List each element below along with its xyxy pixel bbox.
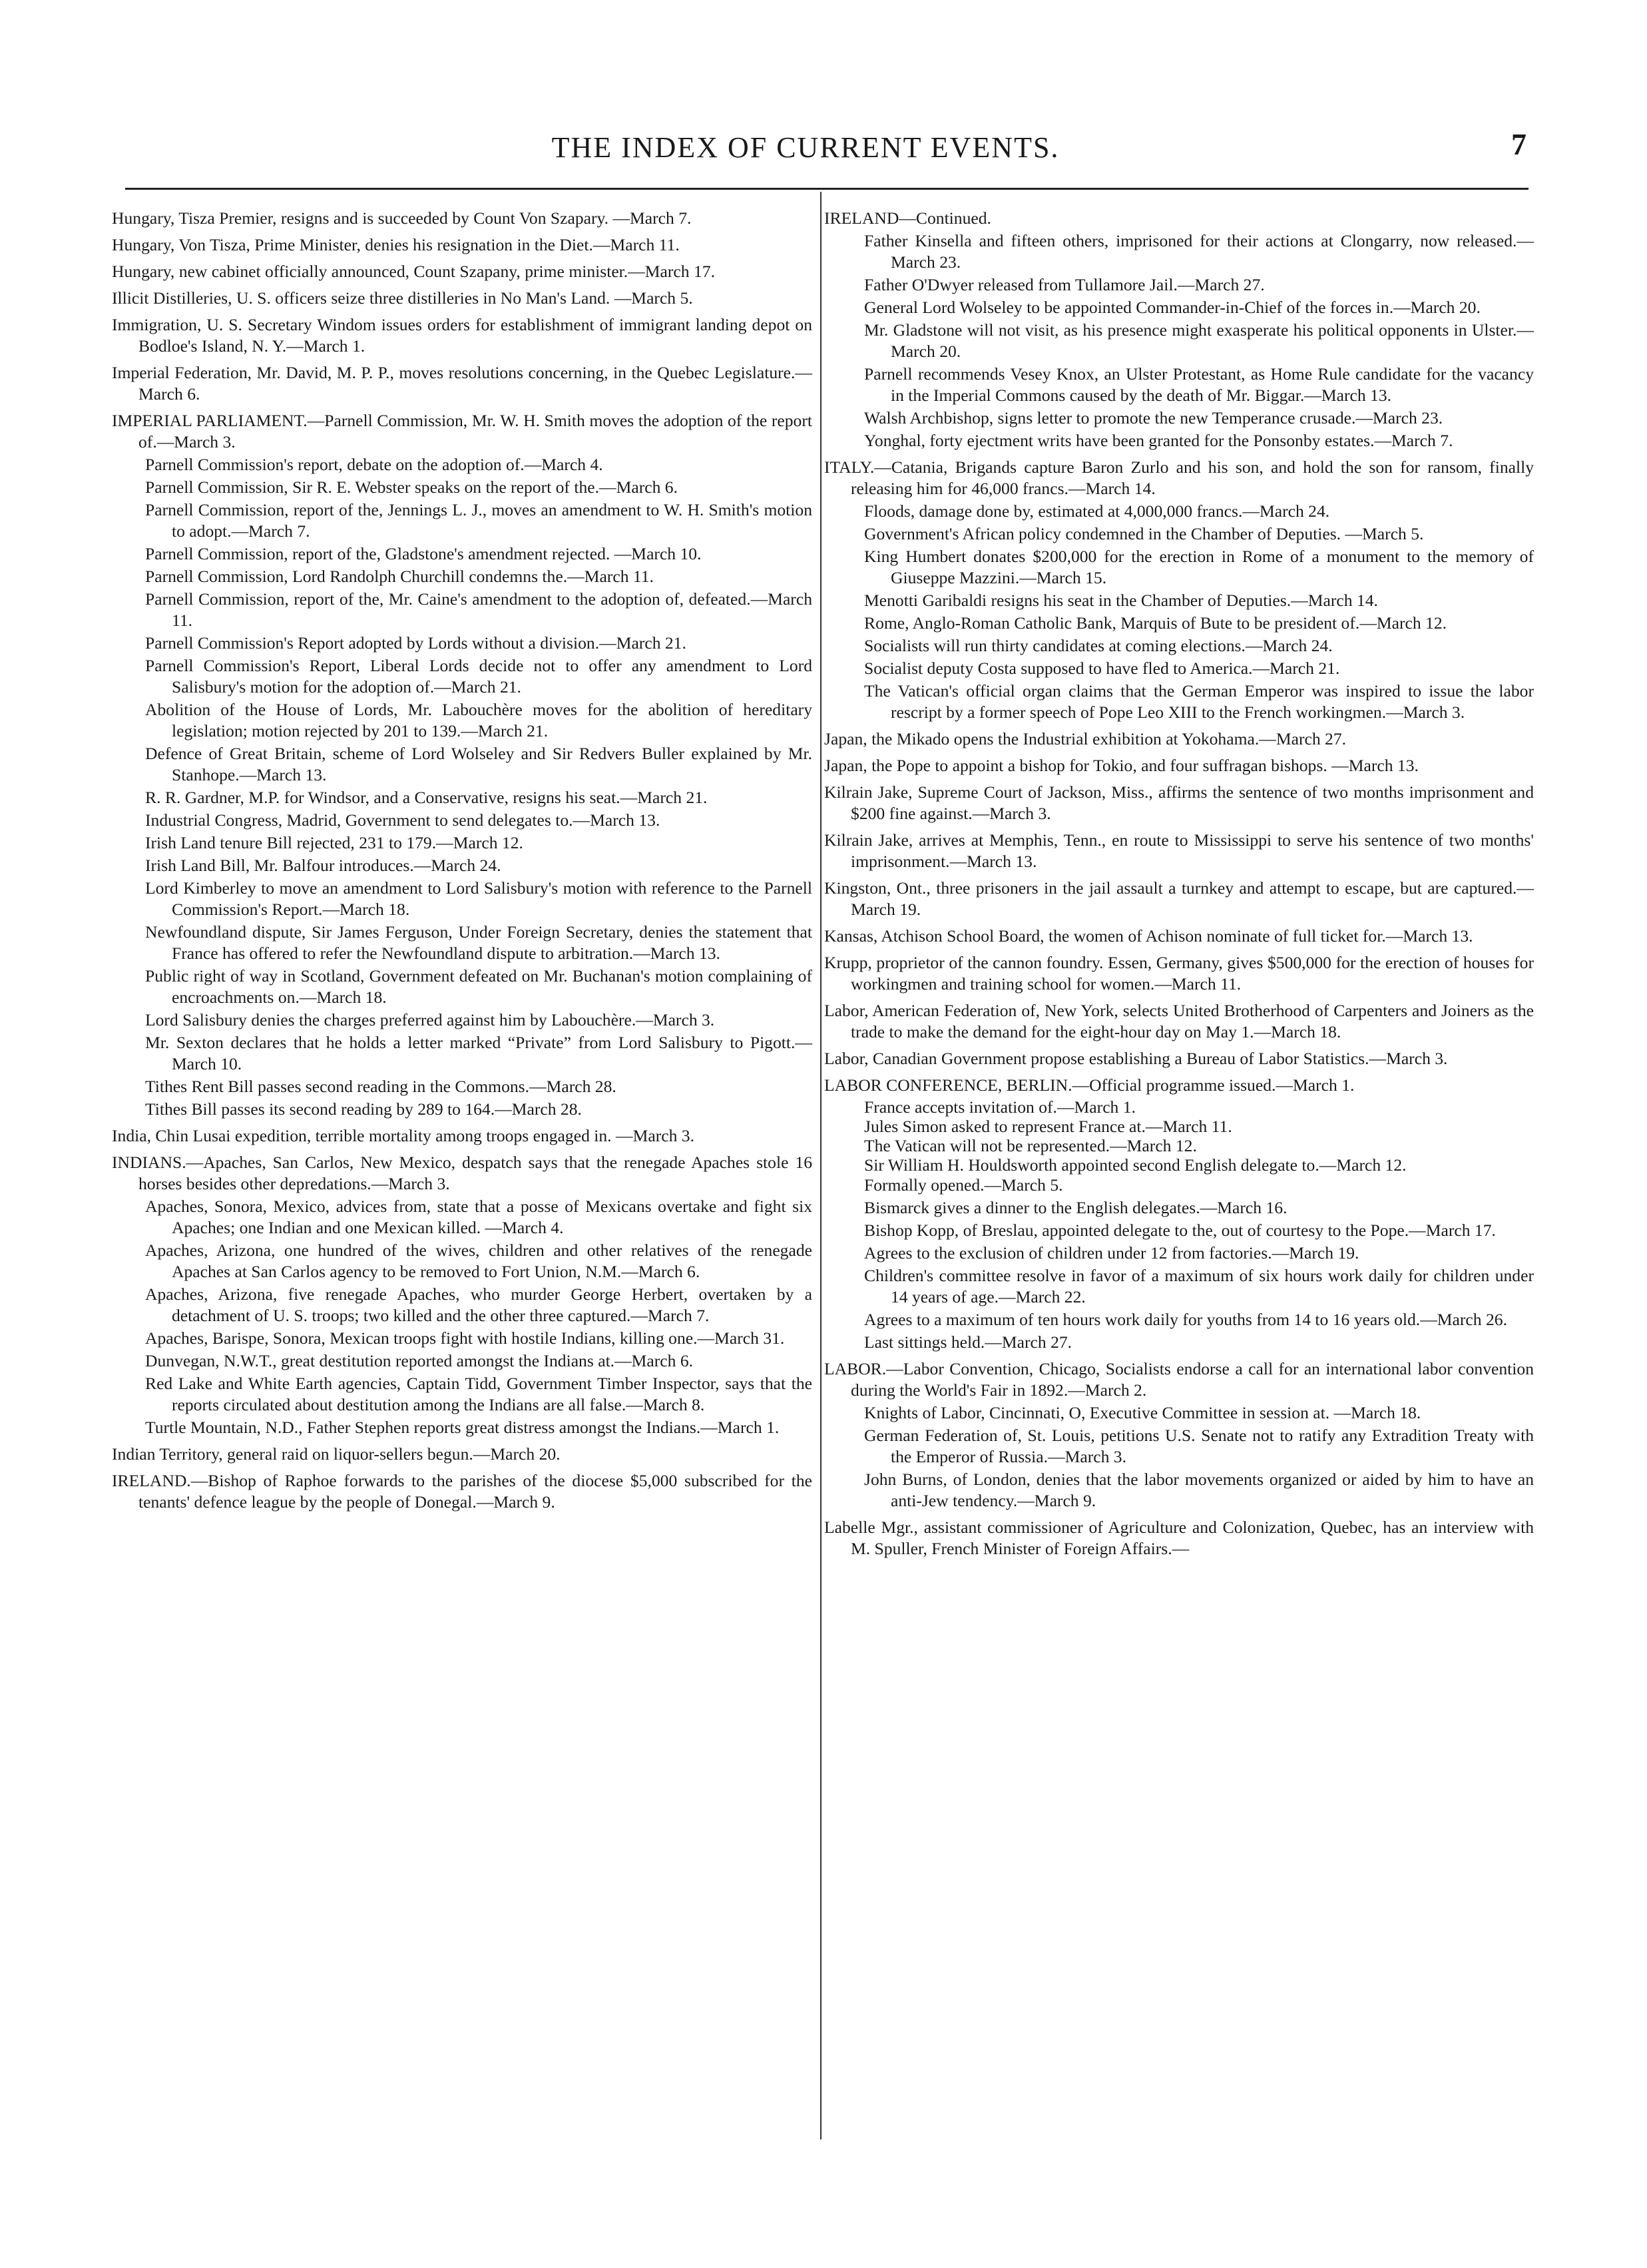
index-entry: Hungary, Von Tisza, Prime Minister, denies his resignation in the Diet.—March 11. <box>112 235 680 254</box>
index-subentry: The Vatican will not be represented.—March 12. <box>864 1136 1197 1155</box>
index-column-right <box>824 208 1534 1561</box>
index-entry: Japan, the Mikado opens the Industrial exhibition at Yokohama.—March 27. <box>824 729 1347 748</box>
index-subentry: Socialist deputy Costa supposed to have fled to America.—March 21. <box>864 659 1340 678</box>
index-subentry: Red Lake and White Earth agencies, Captain Tidd, Government Timber Inspector, says that the reports circulated about destitution among the Indians are all false.—March 8. <box>145 1374 812 1414</box>
index-subentry: Last sittings held.—March 27. <box>864 1332 1072 1352</box>
index-entry: IRELAND—Continued. <box>824 208 991 228</box>
index-subentry: Lord Salisbury denies the charges preferred against him by Labouchère.—March 3. <box>145 1010 715 1029</box>
index-subentry: Knights of Labor, Cincinnati, O, Executive Committee in session at. —March 18. <box>864 1403 1421 1422</box>
index-subentry: Father O'Dwyer released from Tullamore Jail.—March 27. <box>864 275 1265 294</box>
index-subentry: Public right of way in Scotland, Government defeated on Mr. Buchanan's motion complaining of encroachments on.—March 18. <box>145 966 812 1007</box>
index-subentry: German Federation of, St. Louis, petitions U.S. Senate not to ratify any Extradition Treaty with the Emperor of Russia.—March 3. <box>864 1426 1534 1466</box>
index-subentry: Defence of Great Britain, scheme of Lord Wolseley and Sir Redvers Buller explained by Mr. Stanhope.—March 13. <box>145 744 812 784</box>
index-subentry: Parnell recommends Vesey Knox, an Ulster Protestant, as Home Rule candidate for the vacancy in the Imperial Commons caused by the death of Mr. Biggar.—March 13. <box>864 364 1534 405</box>
index-subentry: Sir William H. Houldsworth appointed second English delegate to.—March 12. <box>864 1155 1407 1175</box>
index-subentry: Parnell Commission, report of the, Jennings L. J., moves an amendment to W. H. Smith's motion to adopt.—March 7. <box>145 500 812 541</box>
index-entry: Kingston, Ont., three prisoners in the jail assault a turnkey and attempt to escape, but are captured.—March 19. <box>824 878 1534 919</box>
index-entry: Indian Territory, general raid on liquor-sellers begun.—March 20. <box>112 1444 561 1464</box>
index-entry: LABOR CONFERENCE, BERLIN.—Official programme issued.—March 1. <box>824 1075 1355 1095</box>
index-subentry: Bismarck gives a dinner to the English delegates.—March 16. <box>864 1198 1288 1217</box>
index-subentry: Parnell Commission, Sir R. E. Webster speaks on the report of the.—March 6. <box>145 477 678 497</box>
index-subentry: Floods, damage done by, estimated at 4,000,000 francs.—March 24. <box>864 501 1330 521</box>
index-subentry: France accepts invitation of.—March 1. <box>864 1097 1136 1117</box>
index-subentry: Dunvegan, N.W.T., great destitution reported amongst the Indians at.—March 6. <box>145 1351 694 1370</box>
index-subentry: Parnell Commission's Report adopted by Lords without a division.—March 21. <box>145 633 686 653</box>
index-subentry: Apaches, Arizona, one hundred of the wives, children and other relatives of the renegade Apaches at San Carlos agency to be removed to Fort Union, N.M.—March 6. <box>145 1241 812 1281</box>
index-subentry: Tithes Bill passes its second reading by 289 to 164.—March 28. <box>145 1099 582 1119</box>
index-subentry: Irish Land Bill, Mr. Balfour introduces.—March 24. <box>145 856 501 875</box>
index-entry: Hungary, Tisza Premier, resigns and is succeeded by Count Von Szapary. —March 7. <box>112 208 692 228</box>
index-subentry: Apaches, Sonora, Mexico, advices from, state that a posse of Mexicans overtake and fight six Apaches; one Indian and one Mexican killed. —March 4. <box>145 1197 812 1237</box>
index-entry: INDIANS.—Apaches, San Carlos, New Mexico, despatch says that the renegade Apaches stole 16 horses besides other depredations.—March 3. <box>112 1153 812 1193</box>
index-subentry: Father Kinsella and fifteen others, imprisoned for their actions at Clongarry, now released.—March 23. <box>864 231 1534 272</box>
index-subentry: Parnell Commission's Report, Liberal Lords decide not to offer any amendment to Lord Salisbury's motion for the adoption of.—March 21. <box>145 656 812 697</box>
index-subentry: Irish Land tenure Bill rejected, 231 to 179.—March 12. <box>145 833 523 852</box>
index-subentry: Turtle Mountain, N.D., Father Stephen reports great distress amongst the Indians.—March 1. <box>145 1418 780 1437</box>
column-divider <box>820 192 822 2139</box>
index-subentry: Agrees to a maximum of ten hours work daily for youths from 14 to 16 years old.—March 26. <box>864 1310 1507 1329</box>
index-subentry: Parnell Commission, report of the, Gladstone's amendment rejected. —March 10. <box>145 544 702 563</box>
index-entry: IRELAND.—Bishop of Raphoe forwards to the parishes of the diocese $5,000 subscribed for the tenants' defence league by the people of Donegal.—March 9. <box>112 1471 812 1512</box>
index-subentry: King Humbert donates $200,000 for the erection in Rome of a monument to the memory of Giuseppe Mazzini.—March 15. <box>864 547 1534 587</box>
page-title: THE INDEX OF CURRENT EVENTS. <box>551 131 1060 164</box>
index-entry: India, Chin Lusai expedition, terrible mortality among troops engaged in. —March 3. <box>112 1126 694 1145</box>
page-number: 7 <box>1511 127 1527 161</box>
index-subentry: Rome, Anglo-Roman Catholic Bank, Marquis of Bute to be president of.—March 12. <box>864 613 1447 633</box>
index-subentry: Jules Simon asked to represent France at.—March 11. <box>864 1117 1232 1136</box>
index-subentry: General Lord Wolseley to be appointed Commander-in-Chief of the forces in.—March 20. <box>864 298 1481 317</box>
index-subentry: Parnell Commission, report of the, Mr. Caine's amendment to the adoption of, defeated.—March 11. <box>145 589 812 630</box>
index-subentry: Mr. Sexton declares that he holds a letter marked “Private” from Lord Salisbury to Pigott.—March 10. <box>145 1033 812 1073</box>
index-subentry: Agrees to the exclusion of children under 12 from factories.—March 19. <box>864 1243 1359 1263</box>
index-entry: Immigration, U. S. Secretary Windom issues orders for establishment of immigrant landing depot on Bodloe's Island, N. Y.—March 1. <box>112 315 812 356</box>
index-subentry: Yonghal, forty ejectment writs have been granted for the Ponsonby estates.—March 7. <box>864 431 1453 450</box>
index-entry: Kilrain Jake, Supreme Court of Jackson, Miss., affirms the sentence of two months imprisonment and $200 fine against.—March 3. <box>824 782 1534 823</box>
index-entry: Labelle Mgr., assistant commissioner of Agriculture and Colonization, Quebec, has an interview with M. Spuller, French Minister of Foreign Affairs.— <box>824 1518 1534 1558</box>
index-subentry: John Burns, of London, denies that the labor movements organized or aided by him to have an anti-Jew tendency.—March 9. <box>864 1470 1534 1510</box>
index-subentry: Abolition of the House of Lords, Mr. Labouchère moves for the abolition of hereditary legislation; motion rejected by 201 to 139.—March 21. <box>145 700 812 740</box>
index-subentry: Formally opened.—March 5. <box>864 1175 1063 1195</box>
index-subentry: Industrial Congress, Madrid, Government to send delegates to.—March 13. <box>145 810 660 830</box>
index-subentry: Apaches, Barispe, Sonora, Mexican troops fight with hostile Indians, killing one.—March 31. <box>145 1328 785 1348</box>
index-subentry: The Vatican's official organ claims that the German Emperor was inspired to issue the labor rescript by a former speech of Pope Leo XIII to the French workingmen.—March 3. <box>864 681 1534 722</box>
index-column-left <box>112 208 812 1514</box>
index-entry: Krupp, proprietor of the cannon foundry. Essen, Germany, gives $500,000 for the erection of houses for workingmen and training school for women.—March 11. <box>824 953 1534 993</box>
index-subentry: Apaches, Arizona, five renegade Apaches, who murder George Herbert, overtaken by a detachment of U. S. troops; two killed and the other three captured.—March 7. <box>145 1284 812 1325</box>
index-entry: ITALY.—Catania, Brigands capture Baron Zurlo and his son, and hold the son for ransom, finally releasing him for 46,000 francs.—March 14. <box>824 457 1534 498</box>
index-subentry: Bishop Kopp, of Breslau, appointed delegate to the, out of courtesy to the Pope.—March 17. <box>864 1221 1496 1240</box>
index-entry: Kilrain Jake, arrives at Memphis, Tenn., en route to Mississippi to serve his sentence of two months' imprisonment.—March 13. <box>824 830 1534 871</box>
index-subentry: R. R. Gardner, M.P. for Windsor, and a Conservative, resigns his seat.—March 21. <box>145 788 708 807</box>
index-entry: Illicit Distilleries, U. S. officers seize three distilleries in No Man's Land. —March 5. <box>112 288 693 308</box>
index-entry: Japan, the Pope to appoint a bishop for Tokio, and four suffragan bishops. —March 13. <box>824 756 1419 775</box>
index-subentry: Lord Kimberley to move an amendment to Lord Salisbury's motion with reference to the Parnell Commission's Report.—March 18. <box>145 878 812 919</box>
index-subentry: Mr. Gladstone will not visit, as his presence might exasperate his political opponents in Ulster.—March 20. <box>864 320 1534 361</box>
index-entry: Hungary, new cabinet officially announced, Count Szapany, prime minister.—March 17. <box>112 262 715 281</box>
index-subentry: Government's African policy condemned in the Chamber of Deputies. —March 5. <box>864 524 1424 543</box>
index-subentry: Newfoundland dispute, Sir James Ferguson, Under Foreign Secretary, denies the statement that France has offered to refer the Newfoundland dispute to arbitration.—March 13. <box>145 922 812 963</box>
index-subentry: Socialists will run thirty candidates at coming elections.—March 24. <box>864 636 1333 655</box>
index-entry: IMPERIAL PARLIAMENT.—Parnell Commission, Mr. W. H. Smith moves the adoption of the report of.—March 3. <box>112 411 812 451</box>
index-subentry: Parnell Commission, Lord Randolph Churchill condemns the.—March 11. <box>145 567 654 586</box>
index-entry: Imperial Federation, Mr. David, M. P. P., moves resolutions concerning, in the Quebec Legislature.—March 6. <box>112 363 812 404</box>
index-entry: LABOR.—Labor Convention, Chicago, Socialists endorse a call for an international labor convention during the World's Fair in 1892.—March 2. <box>824 1359 1534 1400</box>
index-subentry: Menotti Garibaldi resigns his seat in the Chamber of Deputies.—March 14. <box>864 591 1378 610</box>
index-subentry: Tithes Rent Bill passes second reading in the Commons.—March 28. <box>145 1077 616 1096</box>
index-entry: Labor, American Federation of, New York, selects United Brotherhood of Carpenters and Joiners as the trade to make the demand for the eight-hour day on May 1.—March 18. <box>824 1001 1534 1041</box>
index-entry: Kansas, Atchison School Board, the women of Achison nominate of full ticket for.—March 13. <box>824 926 1473 946</box>
index-subentry: Children's committee resolve in favor of a maximum of six hours work daily for children under 14 years of age.—March 22. <box>864 1266 1534 1306</box>
index-subentry: Parnell Commission's report, debate on the adoption of.—March 4. <box>145 455 603 474</box>
index-subentry: Walsh Archbishop, signs letter to promote the new Temperance crusade.—March 23. <box>864 408 1443 427</box>
index-entry: Labor, Canadian Government propose establishing a Bureau of Labor Statistics.—March 3. <box>824 1049 1448 1068</box>
header-rule <box>125 188 1529 190</box>
